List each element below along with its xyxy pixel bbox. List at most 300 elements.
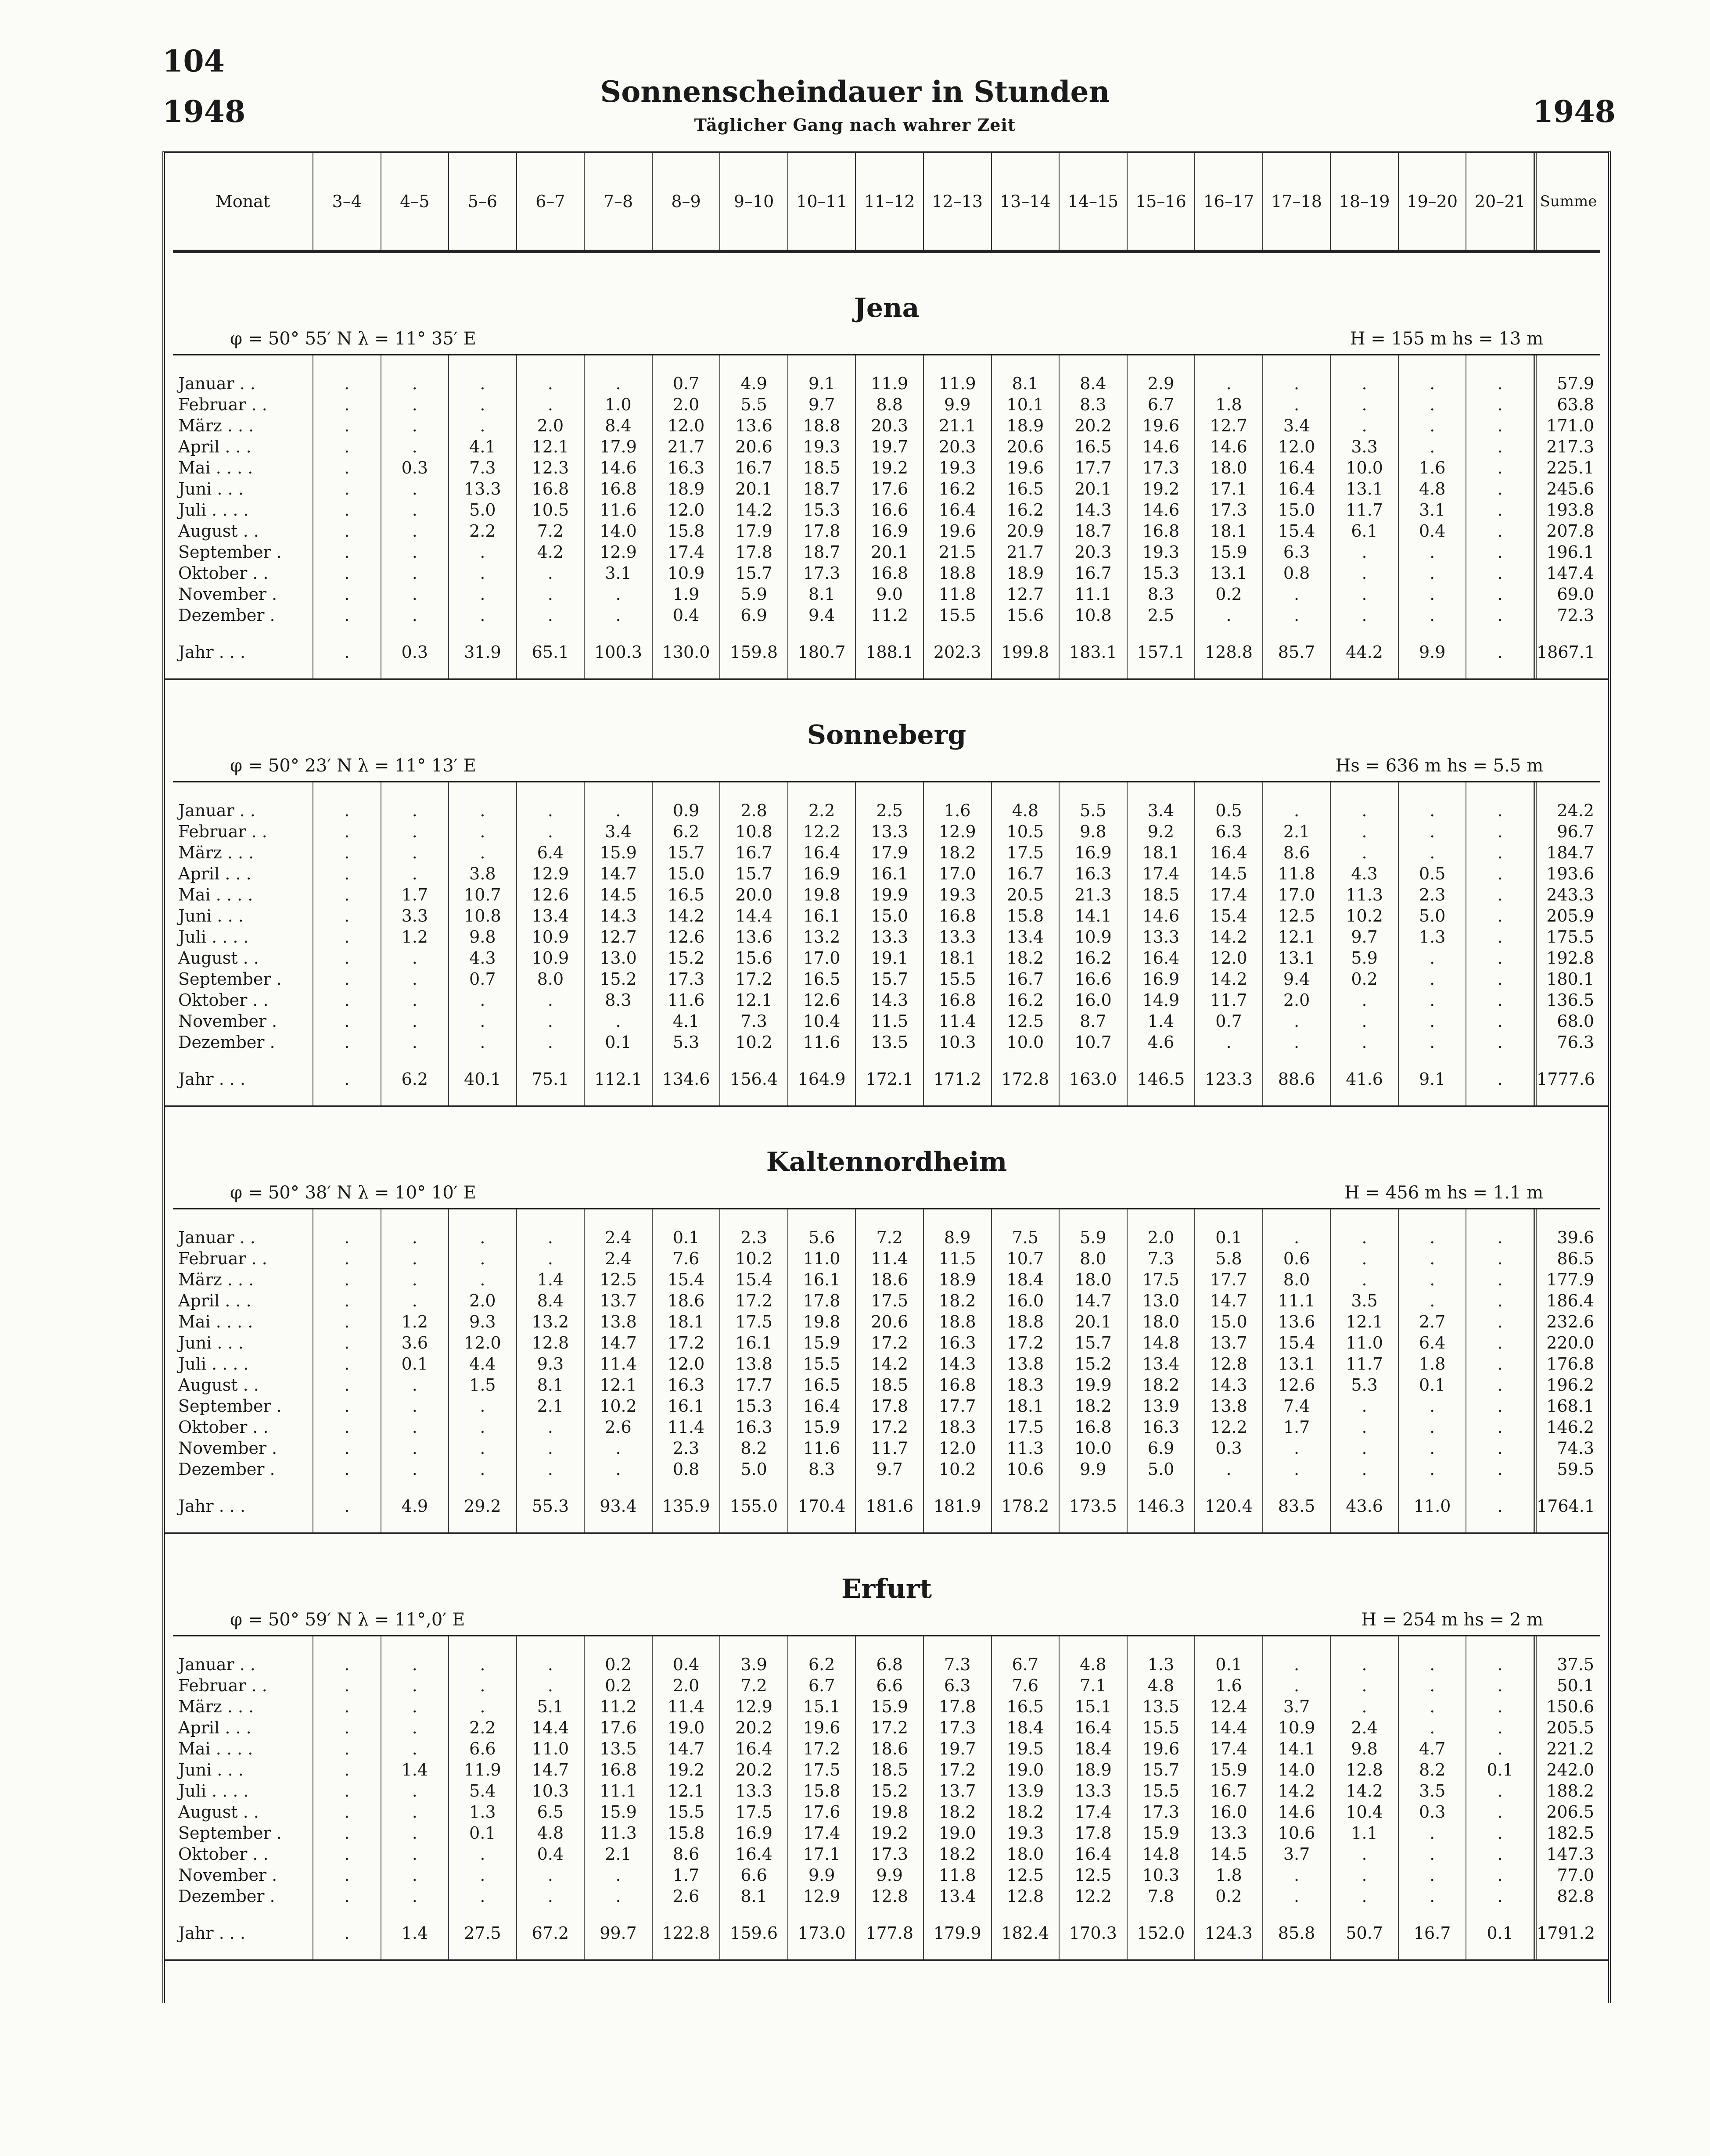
hour-value-cell: 5.0 xyxy=(720,1459,788,1480)
hour-value-cell: 16.5 xyxy=(788,969,856,990)
hour-value-cell: 15.9 xyxy=(1195,542,1263,563)
hour-value-cell: 17.7 xyxy=(720,1374,788,1395)
hour-value-cell: . xyxy=(1466,947,1534,969)
spacer-cell xyxy=(1128,1944,1196,1959)
hour-value-cell: 14.6 xyxy=(1263,1801,1331,1822)
hour-value-cell: . xyxy=(313,1311,381,1332)
spacer-cell xyxy=(449,1209,517,1227)
hour-value-cell: 11.3 xyxy=(992,1438,1060,1459)
hour-value-cell: 18.9 xyxy=(924,1269,992,1290)
hour-value-cell: 10.6 xyxy=(992,1459,1060,1480)
hour-value-cell: . xyxy=(1466,584,1534,605)
hour-value-cell: 10.8 xyxy=(720,821,788,842)
hour-value-cell: 12.0 xyxy=(653,415,721,436)
hour-value-cell: 2.4 xyxy=(1331,1717,1399,1738)
hour-value-cell: 0.3 xyxy=(1195,1438,1263,1459)
hour-value-cell: . xyxy=(1399,1675,1467,1696)
hour-value-cell: 20.2 xyxy=(720,1759,788,1780)
spacer-cell xyxy=(1128,1517,1196,1532)
stations-container xyxy=(165,253,1608,1961)
sum-value-cell: 176.8 xyxy=(1534,1353,1600,1374)
hour-value-cell: . xyxy=(1466,1696,1534,1717)
hour-value-cell: 18.6 xyxy=(653,1290,721,1311)
hour-value-cell: . xyxy=(1263,584,1331,605)
hour-value-cell: . xyxy=(449,415,517,436)
hour-value-cell: 16.5 xyxy=(1060,436,1128,457)
spacer-cell xyxy=(173,1907,313,1923)
hour-value-cell: 7.5 xyxy=(992,1227,1060,1248)
hour-value-cell: 188.1 xyxy=(856,642,924,663)
hour-value-cell: 15.1 xyxy=(788,1696,856,1717)
spacer-cell xyxy=(1060,1907,1128,1923)
hour-value-cell: 16.4 xyxy=(788,842,856,863)
hour-value-cell: 17.5 xyxy=(788,1759,856,1780)
hour-value-cell: 3.4 xyxy=(1263,415,1331,436)
hour-value-cell: . xyxy=(1331,821,1399,842)
hour-value-cell: 14.5 xyxy=(1195,863,1263,884)
spacer-cell xyxy=(1331,1209,1399,1227)
month-label: Juli . . . . xyxy=(173,1353,313,1374)
hour-value-cell: 16.8 xyxy=(924,990,992,1011)
hour-value-cell: . xyxy=(313,436,381,457)
hour-value-cell: . xyxy=(1466,863,1534,884)
hour-value-cell: 7.6 xyxy=(653,1248,721,1269)
hour-value-cell: . xyxy=(1466,1438,1534,1459)
hour-value-cell: . xyxy=(1263,1011,1331,1032)
hour-value-cell: . xyxy=(1466,1417,1534,1438)
hour-value-cell: 11.0 xyxy=(788,1248,856,1269)
spacer-cell xyxy=(1534,1090,1600,1105)
hour-value-cell: 3.9 xyxy=(720,1654,788,1675)
hour-value-cell: . xyxy=(517,1011,585,1032)
spacer-cell xyxy=(381,1944,449,1959)
hour-value-cell: 15.2 xyxy=(653,947,721,969)
spacer-cell xyxy=(1128,1907,1196,1923)
hour-value-cell: 16.0 xyxy=(1195,1801,1263,1822)
station-coordinates xyxy=(173,1604,1600,1636)
hour-value-cell: . xyxy=(1466,605,1534,626)
hour-value-cell: 21.7 xyxy=(653,436,721,457)
month-row xyxy=(173,1780,1600,1801)
hour-value-cell: 11.9 xyxy=(449,1759,517,1780)
hour-value-cell: . xyxy=(381,990,449,1011)
page-subtitle: Täglicher Gang nach wahrer Zeit xyxy=(694,115,1016,135)
hour-value-cell: . xyxy=(313,1353,381,1374)
spacer-cell xyxy=(381,663,449,678)
hour-value-cell: 29.2 xyxy=(449,1496,517,1517)
spacer-cell xyxy=(992,626,1060,642)
hour-value-cell: . xyxy=(517,1438,585,1459)
hour-value-cell: 2.2 xyxy=(449,1717,517,1738)
hour-value-cell: 17.8 xyxy=(788,520,856,542)
hour-value-cell: 18.0 xyxy=(992,1844,1060,1865)
hour-value-cell: 13.1 xyxy=(1195,563,1263,584)
hour-value-cell: 14.4 xyxy=(720,905,788,926)
hour-value-cell: 75.1 xyxy=(517,1069,585,1090)
hour-value-cell: 1.8 xyxy=(1195,394,1263,415)
month-row xyxy=(173,905,1600,926)
hour-value-cell: 173.5 xyxy=(1060,1496,1128,1517)
hour-value-cell: 9.9 xyxy=(856,1865,924,1886)
hour-value-cell: . xyxy=(517,563,585,584)
hour-value-cell: . xyxy=(517,605,585,626)
hour-value-cell: 0.6 xyxy=(1263,1248,1331,1269)
hour-value-cell: 17.7 xyxy=(1195,1269,1263,1290)
sum-value-cell: 193.8 xyxy=(1534,499,1600,520)
hour-value-cell: 15.2 xyxy=(856,1780,924,1801)
spacer-cell xyxy=(381,1517,449,1532)
hour-value-cell: 13.5 xyxy=(856,1032,924,1053)
hour-value-cell: 14.2 xyxy=(1195,969,1263,990)
month-label: Oktober . . xyxy=(173,563,313,584)
hour-value-cell: 10.2 xyxy=(924,1459,992,1480)
hour-value-cell: . xyxy=(1466,478,1534,499)
spacer-cell xyxy=(788,626,856,642)
hour-value-cell: . xyxy=(1399,1717,1467,1738)
spacer-grid xyxy=(173,1517,1600,1532)
month-label: Oktober . . xyxy=(173,1844,313,1865)
hour-value-cell: 1.4 xyxy=(1128,1011,1196,1032)
hour-value-cell: 11.6 xyxy=(788,1032,856,1053)
hour-value-cell: 0.7 xyxy=(1195,1011,1263,1032)
column-header-row xyxy=(173,153,1600,253)
spacer-cell xyxy=(788,782,856,800)
spacer-cell xyxy=(1399,1636,1467,1654)
hour-value-cell: . xyxy=(1466,1332,1534,1353)
month-row xyxy=(173,1844,1600,1865)
hour-value-cell: 17.4 xyxy=(1195,1738,1263,1759)
spacer-cell xyxy=(1060,626,1128,642)
spacer-cell xyxy=(992,1517,1060,1532)
spacer-cell xyxy=(1128,782,1196,800)
month-row xyxy=(173,1011,1600,1032)
hour-value-cell: 3.3 xyxy=(1331,436,1399,457)
station-coordinates xyxy=(173,750,1600,782)
hour-value-cell: 3.4 xyxy=(585,821,653,842)
hour-value-cell: 17.0 xyxy=(924,863,992,884)
hour-value-cell: 6.1 xyxy=(1331,520,1399,542)
hour-value-cell: 14.6 xyxy=(585,457,653,478)
spacer-cell xyxy=(1534,1209,1600,1227)
hour-value-cell: 10.3 xyxy=(1128,1865,1196,1886)
spacer-cell xyxy=(1128,1053,1196,1069)
hour-value-cell: 2.4 xyxy=(585,1227,653,1248)
hour-value-cell: 18.2 xyxy=(1128,1374,1196,1395)
hour-value-cell: . xyxy=(381,1654,449,1675)
hour-value-cell: 9.3 xyxy=(517,1353,585,1374)
hour-value-cell: 8.0 xyxy=(517,969,585,990)
hour-value-cell: 10.3 xyxy=(517,1780,585,1801)
hour-value-cell: 16.5 xyxy=(788,1374,856,1395)
hour-value-cell: 134.6 xyxy=(653,1069,721,1090)
hour-value-cell: 16.9 xyxy=(856,520,924,542)
hour-value-cell: 3.6 xyxy=(381,1332,449,1353)
hour-value-cell: . xyxy=(517,1886,585,1907)
hour-value-cell: 12.9 xyxy=(585,542,653,563)
spacer-cell xyxy=(1331,1090,1399,1105)
spacer-cell xyxy=(924,1907,992,1923)
hour-value-cell: 14.2 xyxy=(1263,1780,1331,1801)
hour-value-cell: 14.3 xyxy=(856,990,924,1011)
spacer-cell xyxy=(1263,1944,1331,1959)
hour-value-cell: 6.2 xyxy=(788,1654,856,1675)
hour-value-cell: 199.8 xyxy=(992,642,1060,663)
hour-value-cell: 13.1 xyxy=(1263,1353,1331,1374)
hour-value-cell: . xyxy=(381,1438,449,1459)
hour-value-cell: . xyxy=(1466,642,1534,663)
hour-value-cell: . xyxy=(1331,542,1399,563)
spacer-cell xyxy=(313,1209,381,1227)
spacer-cell xyxy=(517,1636,585,1654)
month-label: Juli . . . . xyxy=(173,1780,313,1801)
hour-value-cell: 14.1 xyxy=(1060,905,1128,926)
hour-value-cell: . xyxy=(1466,1822,1534,1844)
hour-value-cell: 124.3 xyxy=(1195,1923,1263,1944)
spacer-grid xyxy=(173,1636,1600,1654)
year-total-row xyxy=(173,1923,1600,1944)
hour-value-cell: . xyxy=(585,800,653,821)
hour-value-cell: . xyxy=(1399,842,1467,863)
spacer-cell xyxy=(788,1053,856,1069)
hour-value-cell: . xyxy=(313,1227,381,1248)
hour-value-cell: 2.0 xyxy=(449,1290,517,1311)
hour-value-cell: 13.8 xyxy=(585,1311,653,1332)
hour-value-cell: 14.5 xyxy=(1195,1844,1263,1865)
hour-value-cell: 5.3 xyxy=(653,1032,721,1053)
hour-value-cell: 17.4 xyxy=(653,542,721,563)
column-header-hour: 20–21 xyxy=(1466,153,1534,250)
hour-value-cell: 3.7 xyxy=(1263,1844,1331,1865)
hour-value-cell: 16.4 xyxy=(720,1738,788,1759)
spacer-cell xyxy=(720,1480,788,1496)
hour-value-cell: . xyxy=(313,821,381,842)
hour-value-cell: 5.4 xyxy=(449,1780,517,1801)
hour-value-cell: 13.7 xyxy=(924,1780,992,1801)
spacer-cell xyxy=(653,1090,721,1105)
hour-value-cell: 17.9 xyxy=(720,520,788,542)
month-label: Oktober . . xyxy=(173,990,313,1011)
hour-value-cell: 12.2 xyxy=(1195,1417,1263,1438)
hour-value-cell: 17.2 xyxy=(788,1738,856,1759)
hour-value-cell: 7.2 xyxy=(720,1675,788,1696)
hour-value-cell: 3.7 xyxy=(1263,1696,1331,1717)
spacer-cell xyxy=(1128,663,1196,678)
hour-value-cell: . xyxy=(1331,1675,1399,1696)
hour-value-cell: . xyxy=(1331,394,1399,415)
hour-value-cell: 12.3 xyxy=(517,457,585,478)
hour-value-cell: 6.7 xyxy=(1128,394,1196,415)
month-label: Jahr . . . xyxy=(173,1923,313,1944)
column-header-hour: 10–11 xyxy=(788,153,856,250)
hour-value-cell: 11.8 xyxy=(1263,863,1331,884)
hour-value-cell: . xyxy=(381,1801,449,1822)
hour-value-cell: 15.5 xyxy=(653,1801,721,1822)
spacer-cell xyxy=(788,663,856,678)
spacer-row xyxy=(165,626,1608,642)
station-coordinates xyxy=(173,323,1600,355)
hour-value-cell: . xyxy=(1195,1459,1263,1480)
hour-value-cell: . xyxy=(1399,1438,1467,1459)
hour-value-cell: 13.4 xyxy=(992,926,1060,947)
hour-value-cell: 18.1 xyxy=(1128,842,1196,863)
hour-value-cell: 1.1 xyxy=(1331,1822,1399,1844)
station-lat-lon: φ = 50° 38′ N λ = 10° 10′ E xyxy=(230,1183,476,1203)
spacer-cell xyxy=(924,1090,992,1105)
hour-value-cell: 15.5 xyxy=(788,1353,856,1374)
hour-value-cell: 180.7 xyxy=(788,642,856,663)
spacer-cell xyxy=(1534,1517,1600,1532)
hour-value-cell: 11.4 xyxy=(924,1011,992,1032)
hour-value-cell: 11.5 xyxy=(924,1248,992,1269)
hour-value-cell: 1.8 xyxy=(1399,1353,1467,1374)
spacer-row xyxy=(165,1209,1608,1227)
hour-value-cell: 15.8 xyxy=(653,1822,721,1844)
page-number: 104 xyxy=(162,44,225,79)
spacer-cell xyxy=(856,1944,924,1959)
hour-value-cell: 11.4 xyxy=(653,1696,721,1717)
hour-value-cell: . xyxy=(1466,563,1534,584)
hour-value-cell: . xyxy=(1399,1395,1467,1417)
hour-value-cell: 13.8 xyxy=(992,1353,1060,1374)
month-label: November . xyxy=(173,1865,313,1886)
hour-value-cell: . xyxy=(449,821,517,842)
sum-value-cell: 242.0 xyxy=(1534,1759,1600,1780)
spacer-cell xyxy=(992,1090,1060,1105)
hour-value-cell: 13.8 xyxy=(1195,1395,1263,1417)
hour-value-cell: . xyxy=(1466,821,1534,842)
spacer-row xyxy=(165,663,1608,678)
hour-value-cell: 15.8 xyxy=(788,1780,856,1801)
hour-value-cell: . xyxy=(313,1759,381,1780)
hour-value-cell: 12.6 xyxy=(517,884,585,905)
month-row xyxy=(173,1738,1600,1759)
hour-value-cell: 0.1 xyxy=(1466,1759,1534,1780)
hour-value-cell: 5.3 xyxy=(1331,1374,1399,1395)
hour-value-cell: . xyxy=(381,1717,449,1738)
hour-value-cell: 16.8 xyxy=(924,1374,992,1395)
hour-value-cell: 11.4 xyxy=(856,1248,924,1269)
hour-value-cell: 172.1 xyxy=(856,1069,924,1090)
hour-value-cell: 8.4 xyxy=(517,1290,585,1311)
sum-value-cell: 59.5 xyxy=(1534,1459,1600,1480)
hour-value-cell: . xyxy=(313,1069,381,1090)
hour-value-cell: 14.5 xyxy=(585,884,653,905)
hour-value-cell: 20.1 xyxy=(720,478,788,499)
hour-value-cell: 1.0 xyxy=(585,394,653,415)
spacer-cell xyxy=(449,1053,517,1069)
hour-value-cell: 178.2 xyxy=(992,1496,1060,1517)
hour-value-cell: 19.8 xyxy=(856,1801,924,1822)
hour-value-cell: . xyxy=(585,1886,653,1907)
spacer-cell xyxy=(381,782,449,800)
hour-value-cell: 1.6 xyxy=(1195,1675,1263,1696)
hour-value-cell: . xyxy=(313,926,381,947)
hour-value-cell: 17.2 xyxy=(653,1332,721,1353)
hour-value-cell: . xyxy=(313,1459,381,1480)
hour-value-cell: 16.0 xyxy=(1060,990,1128,1011)
hour-value-cell: 18.5 xyxy=(788,457,856,478)
hour-value-cell: 0.1 xyxy=(1195,1654,1263,1675)
hour-value-cell: 9.2 xyxy=(1128,821,1196,842)
hour-value-cell: 88.6 xyxy=(1263,1069,1331,1090)
hour-value-cell: 12.0 xyxy=(1263,436,1331,457)
spacer-cell xyxy=(1466,1636,1534,1654)
hour-value-cell: . xyxy=(313,373,381,394)
spacer-cell xyxy=(173,355,313,373)
hour-value-cell: 13.3 xyxy=(1195,1822,1263,1844)
hour-value-cell: 17.3 xyxy=(1128,1801,1196,1822)
hour-value-cell: 18.3 xyxy=(924,1417,992,1438)
sum-value-cell: 86.5 xyxy=(1534,1248,1600,1269)
hour-value-cell: 0.2 xyxy=(1195,1886,1263,1907)
hour-value-cell: 16.2 xyxy=(924,478,992,499)
hour-value-cell: 0.1 xyxy=(1399,1374,1467,1395)
hour-value-cell: 2.3 xyxy=(720,1227,788,1248)
station-data-rows xyxy=(165,1209,1608,1534)
month-label: Juni . . . xyxy=(173,1759,313,1780)
hour-value-cell: 13.3 xyxy=(1128,926,1196,947)
hour-value-cell: 16.4 xyxy=(788,1395,856,1417)
spacer-cell xyxy=(653,355,721,373)
hour-value-cell: . xyxy=(313,969,381,990)
hour-value-cell: 12.4 xyxy=(1195,1696,1263,1717)
hour-value-cell: 17.8 xyxy=(720,542,788,563)
hour-value-cell: 16.1 xyxy=(856,863,924,884)
sum-value-cell: 205.5 xyxy=(1534,1717,1600,1738)
hour-value-cell: 15.8 xyxy=(992,905,1060,926)
hour-value-cell: 2.0 xyxy=(517,415,585,436)
hour-value-cell: 18.1 xyxy=(653,1311,721,1332)
spacer-cell xyxy=(720,1517,788,1532)
spacer-cell xyxy=(1263,1209,1331,1227)
hour-value-cell: . xyxy=(1399,1011,1467,1032)
spacer-cell xyxy=(1195,1517,1263,1532)
hour-value-cell: . xyxy=(1466,415,1534,436)
hour-value-cell: 18.9 xyxy=(992,563,1060,584)
hour-value-cell: 4.3 xyxy=(1331,863,1399,884)
hour-value-cell: 18.5 xyxy=(856,1759,924,1780)
hour-value-cell: 10.6 xyxy=(1263,1822,1331,1844)
hour-value-cell: 13.4 xyxy=(1128,1353,1196,1374)
hour-value-cell: 7.4 xyxy=(1263,1395,1331,1417)
hour-value-cell: 15.6 xyxy=(720,947,788,969)
hour-value-cell: 6.5 xyxy=(517,1801,585,1822)
station-name: Sonneberg xyxy=(807,720,966,750)
hour-value-cell: 11.4 xyxy=(653,1417,721,1438)
station-lat-lon: φ = 50° 59′ N λ = 11°,0′ E xyxy=(230,1610,465,1630)
hour-value-cell: 15.4 xyxy=(1195,905,1263,926)
spacer-cell xyxy=(585,1209,653,1227)
hour-value-cell: 0.1 xyxy=(585,1032,653,1053)
hour-value-cell: . xyxy=(381,436,449,457)
hour-value-cell: . xyxy=(1399,947,1467,969)
spacer-grid xyxy=(173,1090,1600,1105)
spacer-cell xyxy=(1399,1944,1467,1959)
hour-value-cell: . xyxy=(381,373,449,394)
sum-value-cell: 96.7 xyxy=(1534,821,1600,842)
hour-value-cell: . xyxy=(1331,1654,1399,1675)
hour-value-cell: . xyxy=(517,1032,585,1053)
sum-value-cell: 68.0 xyxy=(1534,1011,1600,1032)
spacer-cell xyxy=(1399,1907,1467,1923)
hour-value-cell: 10.0 xyxy=(1331,457,1399,478)
hour-value-cell: 15.0 xyxy=(856,905,924,926)
hour-value-cell: 17.5 xyxy=(856,1290,924,1311)
hour-value-cell: 6.3 xyxy=(924,1675,992,1696)
hour-value-cell: 16.8 xyxy=(585,478,653,499)
hour-value-cell: 19.3 xyxy=(1128,542,1196,563)
hour-value-cell: 8.1 xyxy=(788,584,856,605)
